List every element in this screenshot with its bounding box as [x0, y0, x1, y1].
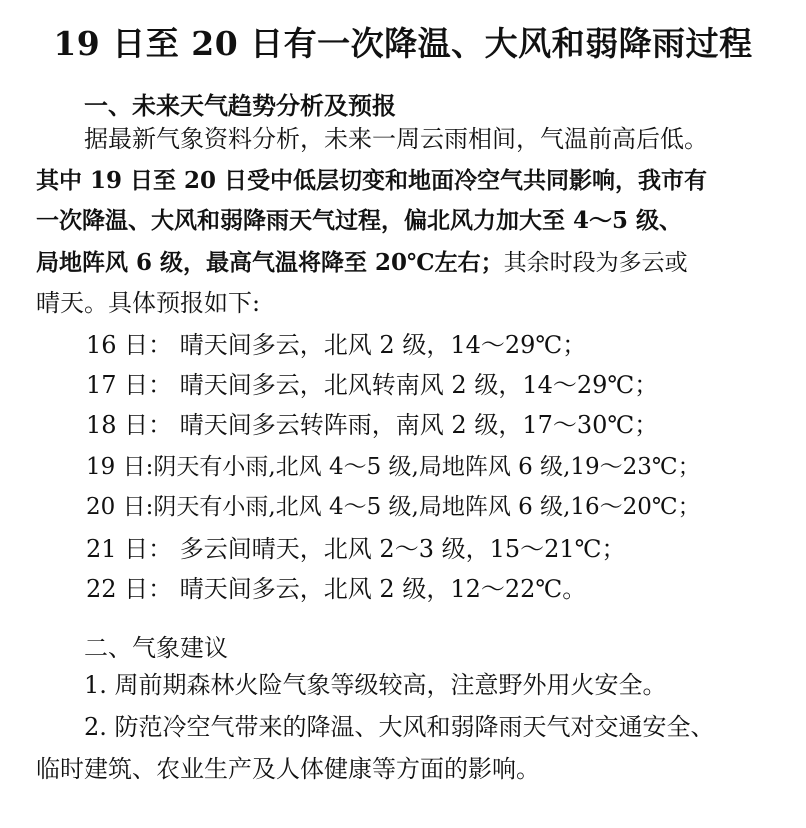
- paragraph-line-1: [84, 124, 708, 154]
- paragraph-line-2: [36, 166, 772, 196]
- forecast-day-19: 19 日:阴天有小雨,北风 4～5 级,局地阵风 6 级,19～23℃；: [86, 454, 701, 480]
- advice-item-2: 2. 防范冷空气带来的降温、大风和弱降雨天气对交通安全、: [84, 713, 715, 741]
- paragraph-line-4-bold: 局地阵风 6 级，最高气温将降至 20℃左右；: [36, 249, 504, 276]
- paragraph-line-5: [36, 288, 772, 318]
- paragraph-line-5-text: 晴天。具体预报如下:: [36, 289, 261, 317]
- paragraph-line-2-text: 其中 19 日至 20 日受中低层切变和地面冷空气共同影响，我市有: [36, 167, 708, 194]
- forecast-day-16: 16 日： 晴天间多云，北风 2 级，14～29℃；: [86, 331, 587, 359]
- advice-item-1: 1. 周前期森林火险气象等级较高，注意野外用火安全。: [84, 671, 667, 699]
- forecast-day-22: 22 日： 晴天间多云，北风 2 级，12～22℃。: [86, 575, 587, 603]
- advice-item-2-continued: 临时建筑、农业生产及人体健康等方面的影响。: [36, 755, 540, 783]
- paragraph-line-4: [36, 248, 772, 278]
- forecast-day-17: 17 日： 晴天间多云，北风转南风 2 级，14～29℃；: [86, 371, 659, 399]
- paragraph-line-4-plain: 其余时段为多云或: [503, 250, 688, 276]
- paragraph-line-1-text: 据最新气象资料分析，未来一周云雨相间，气温前高后低。: [84, 125, 708, 153]
- section2-heading: 二、气象建议: [84, 634, 228, 662]
- forecast-day-20: 20 日:阴天有小雨,北风 4～5 级,局地阵风 6 级,16～20℃；: [86, 494, 701, 520]
- section1-heading: 一、未来天气趋势分析及预报: [84, 91, 396, 120]
- forecast-day-18: 18 日： 晴天间多云转阵雨，南风 2 级，17～30℃；: [86, 411, 659, 439]
- paragraph-line-3: [36, 206, 772, 236]
- paragraph-line-3-text: 一次降温、大风和弱降雨天气过程，偏北风力加大至 4～5 级、: [36, 207, 683, 234]
- document-title: 19 日至 20 日有一次降温、大风和弱降雨过程: [53, 24, 753, 63]
- forecast-day-21: 21 日： 多云间晴天，北风 2～3 级，15～21℃；: [86, 535, 626, 563]
